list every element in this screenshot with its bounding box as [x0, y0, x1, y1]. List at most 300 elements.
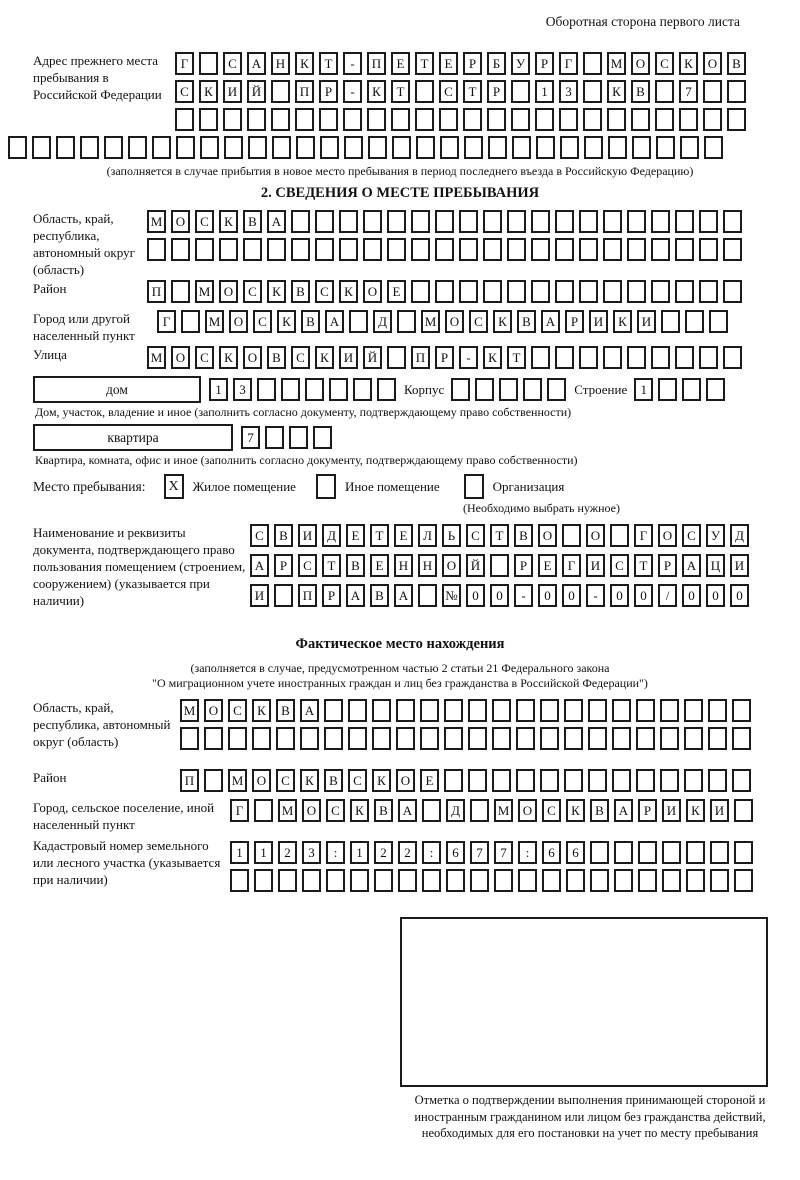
char-cell: Р: [322, 584, 341, 607]
char-cell: [440, 136, 459, 159]
char-cell: [483, 210, 502, 233]
char-cell: 2: [398, 841, 417, 864]
char-cell: [507, 238, 526, 261]
char-cell: [363, 210, 382, 233]
char-cell: [516, 727, 535, 750]
char-cell: 0: [634, 584, 653, 607]
char-cell: А: [682, 554, 701, 577]
char-cell: С: [655, 52, 674, 75]
char-cell: С: [250, 524, 269, 547]
char-cell: В: [374, 799, 393, 822]
fact-rayon-block: [8, 769, 792, 797]
char-cell: [542, 869, 561, 892]
option-label-organizaciya: Организация: [492, 478, 565, 494]
fact-gorod-block: [8, 799, 792, 837]
char-cell: В: [727, 52, 746, 75]
char-cell: М: [195, 280, 214, 303]
char-cell: Е: [439, 52, 458, 75]
char-cell: [415, 108, 434, 131]
char-cell: [632, 136, 651, 159]
document-grid: [250, 524, 754, 612]
char-cell: [176, 136, 195, 159]
char-grid-row: [250, 584, 754, 607]
char-cell: К: [339, 280, 358, 303]
char-cell: Е: [346, 524, 365, 547]
char-cell: И: [662, 799, 681, 822]
stamp-box: [400, 917, 768, 1087]
char-cell: 0: [538, 584, 557, 607]
char-cell: [516, 699, 535, 722]
char-cell: Л: [418, 524, 437, 547]
char-cell: [492, 769, 511, 792]
char-cell: [675, 346, 694, 369]
char-cell: [199, 108, 218, 131]
char-cell: О: [171, 346, 190, 369]
char-cell: [704, 136, 723, 159]
char-cell: [540, 727, 559, 750]
char-cell: [708, 769, 727, 792]
char-cell: [483, 280, 502, 303]
char-cell: И: [637, 310, 656, 333]
char-cell: С: [298, 554, 317, 577]
char-cell: С: [469, 310, 488, 333]
char-cell: №: [442, 584, 461, 607]
char-cell: [343, 108, 362, 131]
char-cell: К: [686, 799, 705, 822]
char-cell: 3: [559, 80, 578, 103]
gorod-label: Город или другой населенный пункт: [33, 311, 135, 343]
char-cell: Б: [487, 52, 506, 75]
char-cell: [181, 310, 200, 333]
char-cell: [8, 136, 27, 159]
char-cell: О: [658, 524, 677, 547]
char-cell: В: [514, 524, 533, 547]
page-header-note: Оборотная сторона первого листа: [545, 14, 740, 29]
char-cell: [219, 238, 238, 261]
char-cell: Е: [370, 554, 389, 577]
char-cell: О: [538, 524, 557, 547]
char-cell: К: [267, 280, 286, 303]
char-cell: :: [326, 841, 345, 864]
kadastr-grid: [230, 841, 758, 897]
char-cell: [608, 136, 627, 159]
char-cell: [344, 136, 363, 159]
char-cell: [564, 727, 583, 750]
char-cell: Р: [565, 310, 584, 333]
document-block: [8, 524, 792, 628]
char-grid-row: [147, 280, 747, 303]
char-cell: -: [514, 584, 533, 607]
char-cell: И: [730, 554, 749, 577]
char-cell: А: [250, 554, 269, 577]
char-cell: 0: [490, 584, 509, 607]
char-cell: О: [518, 799, 537, 822]
char-cell: А: [614, 799, 633, 822]
char-cell: Т: [322, 554, 341, 577]
char-cell: [685, 310, 704, 333]
char-cell: [204, 769, 223, 792]
char-grid-row: [147, 238, 747, 261]
char-cell: 6: [446, 841, 465, 864]
char-cell: [248, 136, 267, 159]
char-cell: К: [372, 769, 391, 792]
kvartira-caption: Квартира, комната, офис и иное (заполнить согласно документу, подтверждающему право собственности): [35, 453, 578, 467]
char-cell: [566, 869, 585, 892]
char-cell: [295, 108, 314, 131]
char-cell: Ь: [442, 524, 461, 547]
char-cell: С: [466, 524, 485, 547]
char-cell: [459, 280, 478, 303]
char-cell: [703, 80, 722, 103]
char-cell: И: [586, 554, 605, 577]
char-cell: [180, 727, 199, 750]
char-cell: Т: [415, 52, 434, 75]
char-cell: [547, 378, 566, 401]
char-grid-row: [230, 869, 758, 892]
char-cell: [281, 378, 300, 401]
char-cell: [200, 136, 219, 159]
char-cell: К: [493, 310, 512, 333]
char-cell: [499, 378, 518, 401]
char-cell: М: [147, 210, 166, 233]
char-cell: 0: [562, 584, 581, 607]
char-cell: [536, 136, 555, 159]
char-cell: [540, 699, 559, 722]
char-cell: [732, 699, 751, 722]
char-cell: [627, 210, 646, 233]
char-cell: [463, 108, 482, 131]
char-cell: К: [219, 210, 238, 233]
char-cell: [511, 108, 530, 131]
char-cell: [564, 699, 583, 722]
char-cell: [444, 727, 463, 750]
stay-type-label: Место пребывания:: [33, 478, 146, 494]
char-cell: [415, 80, 434, 103]
char-cell: Т: [463, 80, 482, 103]
char-cell: О: [586, 524, 605, 547]
char-cell: [660, 699, 679, 722]
char-cell: [734, 799, 753, 822]
char-grid-row: [209, 378, 401, 401]
char-cell: Н: [271, 52, 290, 75]
char-cell: С: [253, 310, 272, 333]
char-cell: [289, 426, 308, 449]
char-cell: 7: [470, 841, 489, 864]
rayon-block: [8, 280, 792, 308]
char-cell: [636, 727, 655, 750]
char-cell: [603, 238, 622, 261]
char-cell: А: [267, 210, 286, 233]
char-cell: [732, 727, 751, 750]
char-cell: [723, 346, 742, 369]
char-cell: [675, 210, 694, 233]
char-cell: [300, 727, 319, 750]
char-cell: 3: [302, 841, 321, 864]
char-cell: [353, 378, 372, 401]
char-cell: [291, 238, 310, 261]
char-cell: [723, 210, 742, 233]
char-cell: И: [339, 346, 358, 369]
char-cell: [579, 238, 598, 261]
char-cell: 2: [374, 841, 393, 864]
char-cell: [531, 280, 550, 303]
char-cell: [699, 280, 718, 303]
fact-location-caption-line1: (заполняется в случае, предусмотренном частью 2 статьи 21 Федерального закона: [190, 661, 610, 675]
char-cell: А: [541, 310, 560, 333]
char-cell: Н: [394, 554, 413, 577]
checkbox-inoe: [316, 474, 336, 499]
char-cell: [631, 108, 650, 131]
char-cell: [590, 869, 609, 892]
char-cell: О: [396, 769, 415, 792]
char-cell: Р: [463, 52, 482, 75]
char-cell: [516, 769, 535, 792]
char-cell: [475, 378, 494, 401]
char-cell: Г: [562, 554, 581, 577]
prev-address-grid: [175, 52, 751, 136]
oblast-grid: [147, 210, 747, 266]
char-cell: [699, 346, 718, 369]
stamp-caption: Отметка о подтверждении выполнения принимающей стороной и иностранным гражданином или лицом без гражданства действий, необходимых для его постановки на учет по месту пребывания: [414, 1093, 766, 1140]
char-cell: [411, 238, 430, 261]
char-cell: [682, 378, 701, 401]
char-cell: П: [298, 584, 317, 607]
char-cell: [658, 378, 677, 401]
char-cell: -: [586, 584, 605, 607]
char-cell: [660, 727, 679, 750]
char-cell: М: [228, 769, 247, 792]
char-cell: [507, 280, 526, 303]
char-cell: [708, 727, 727, 750]
char-cell: В: [517, 310, 536, 333]
char-cell: [271, 108, 290, 131]
char-cell: [416, 136, 435, 159]
char-cell: [732, 769, 751, 792]
char-cell: 0: [466, 584, 485, 607]
char-cell: У: [511, 52, 530, 75]
char-cell: [348, 727, 367, 750]
char-cell: [339, 238, 358, 261]
char-cell: [555, 280, 574, 303]
char-cell: О: [243, 346, 262, 369]
char-cell: К: [607, 80, 626, 103]
char-cell: Р: [535, 52, 554, 75]
char-cell: [535, 108, 554, 131]
char-cell: [377, 378, 396, 401]
char-cell: [699, 210, 718, 233]
char-cell: [435, 210, 454, 233]
char-cell: [291, 210, 310, 233]
ulitsa-block: [8, 346, 792, 374]
char-cell: [372, 727, 391, 750]
char-cell: [387, 346, 406, 369]
char-cell: [627, 346, 646, 369]
char-cell: [228, 727, 247, 750]
char-cell: [531, 210, 550, 233]
char-grid-row: [634, 378, 730, 401]
char-cell: С: [315, 280, 334, 303]
char-cell: Д: [373, 310, 392, 333]
char-cell: С: [439, 80, 458, 103]
char-cell: Г: [230, 799, 249, 822]
char-cell: :: [422, 841, 441, 864]
char-cell: [104, 136, 123, 159]
fact-gorod-label: Город, сельское поселение, иной населенный пункт: [33, 800, 215, 832]
char-cell: [411, 280, 430, 303]
char-grid-row: [180, 699, 756, 722]
char-cell: Д: [322, 524, 341, 547]
fact-location-caption-line2: "О миграционном учете иностранных граждан и лиц без гражданства в Российской Федерации"): [152, 676, 648, 690]
char-cell: И: [298, 524, 317, 547]
document-label: Наименование и реквизиты документа, подтверждающего право пользования помещением (строением, сооружением) (указывается при наличии): [33, 525, 246, 608]
char-cell: О: [252, 769, 271, 792]
char-cell: Н: [418, 554, 437, 577]
char-cell: [734, 869, 753, 892]
char-grid-row: [175, 52, 751, 75]
char-cell: [305, 378, 324, 401]
char-grid-row: [147, 210, 747, 233]
fact-oblast-grid: [180, 699, 756, 755]
char-cell: А: [325, 310, 344, 333]
char-cell: [272, 136, 291, 159]
char-cell: П: [147, 280, 166, 303]
char-cell: [584, 136, 603, 159]
char-cell: [374, 869, 393, 892]
char-cell: [372, 699, 391, 722]
char-cell: [512, 136, 531, 159]
char-cell: В: [631, 80, 650, 103]
char-cell: [80, 136, 99, 159]
char-cell: 1: [535, 80, 554, 103]
char-cell: [128, 136, 147, 159]
char-cell: [686, 869, 705, 892]
char-cell: [470, 799, 489, 822]
char-cell: [439, 108, 458, 131]
prev-address-caption: (заполняется в случае прибытия в новое место пребывания в период последнего въезда в Российскую Федерацию): [106, 164, 694, 178]
char-cell: [418, 584, 437, 607]
char-cell: [265, 426, 284, 449]
char-cell: [470, 869, 489, 892]
char-cell: [175, 108, 194, 131]
char-cell: Т: [634, 554, 653, 577]
char-cell: [267, 238, 286, 261]
char-cell: [560, 136, 579, 159]
char-cell: [468, 727, 487, 750]
stay-type-caption: (Необходимо выбрать нужное): [463, 501, 620, 515]
char-cell: И: [710, 799, 729, 822]
char-cell: Т: [391, 80, 410, 103]
char-cell: К: [252, 699, 271, 722]
gorod-block: [8, 310, 792, 346]
char-cell: [638, 869, 657, 892]
char-cell: В: [267, 346, 286, 369]
char-cell: [651, 280, 670, 303]
char-cell: В: [276, 699, 295, 722]
char-grid-row: [147, 346, 747, 369]
char-cell: [199, 52, 218, 75]
char-grid-row: [175, 108, 751, 131]
char-cell: О: [363, 280, 382, 303]
char-cell: М: [607, 52, 626, 75]
char-cell: Р: [658, 554, 677, 577]
char-cell: [459, 238, 478, 261]
char-cell: [444, 699, 463, 722]
checkbox-organizaciya: [464, 474, 484, 499]
checkbox-zhiloe: X: [164, 474, 184, 499]
char-cell: К: [219, 346, 238, 369]
char-cell: М: [180, 699, 199, 722]
char-cell: [367, 108, 386, 131]
char-cell: Д: [730, 524, 749, 547]
char-cell: [490, 554, 509, 577]
char-cell: [422, 799, 441, 822]
char-cell: [319, 108, 338, 131]
char-cell: О: [445, 310, 464, 333]
char-cell: И: [589, 310, 608, 333]
char-cell: О: [219, 280, 238, 303]
char-cell: К: [300, 769, 319, 792]
char-cell: [397, 310, 416, 333]
char-cell: Г: [634, 524, 653, 547]
kvartira-box: квартира: [33, 424, 233, 451]
char-cell: 0: [682, 584, 701, 607]
char-cell: К: [679, 52, 698, 75]
char-cell: /: [658, 584, 677, 607]
char-cell: [247, 108, 266, 131]
char-cell: [411, 210, 430, 233]
char-cell: [684, 727, 703, 750]
char-cell: [680, 136, 699, 159]
dom-caption: Дом, участок, владение и иное (заполнить согласно документу, подтверждающему право собственности): [35, 405, 572, 419]
char-cell: 1: [230, 841, 249, 864]
char-cell: [349, 310, 368, 333]
fact-oblast-label: Область, край, республика, автономный округ (область): [33, 700, 171, 749]
fact-rayon-label: Район: [33, 770, 67, 785]
char-cell: [152, 136, 171, 159]
char-cell: [278, 869, 297, 892]
char-cell: [507, 210, 526, 233]
char-cell: [588, 699, 607, 722]
char-cell: К: [483, 346, 502, 369]
char-cell: [368, 136, 387, 159]
char-cell: В: [370, 584, 389, 607]
char-cell: [492, 727, 511, 750]
char-cell: [614, 841, 633, 864]
char-cell: [350, 869, 369, 892]
char-cell: [583, 80, 602, 103]
char-cell: С: [243, 280, 262, 303]
char-cell: 7: [241, 426, 260, 449]
char-cell: [727, 80, 746, 103]
char-cell: [679, 108, 698, 131]
char-cell: К: [367, 80, 386, 103]
char-cell: Й: [466, 554, 485, 577]
char-cell: В: [324, 769, 343, 792]
char-cell: [675, 280, 694, 303]
char-cell: [32, 136, 51, 159]
char-cell: -: [459, 346, 478, 369]
char-cell: [636, 699, 655, 722]
char-cell: [627, 280, 646, 303]
char-cell: Е: [420, 769, 439, 792]
char-cell: А: [247, 52, 266, 75]
char-cell: [492, 699, 511, 722]
char-cell: [638, 841, 657, 864]
char-cell: Й: [247, 80, 266, 103]
char-cell: [494, 869, 513, 892]
char-cell: [531, 346, 550, 369]
char-cell: [662, 869, 681, 892]
